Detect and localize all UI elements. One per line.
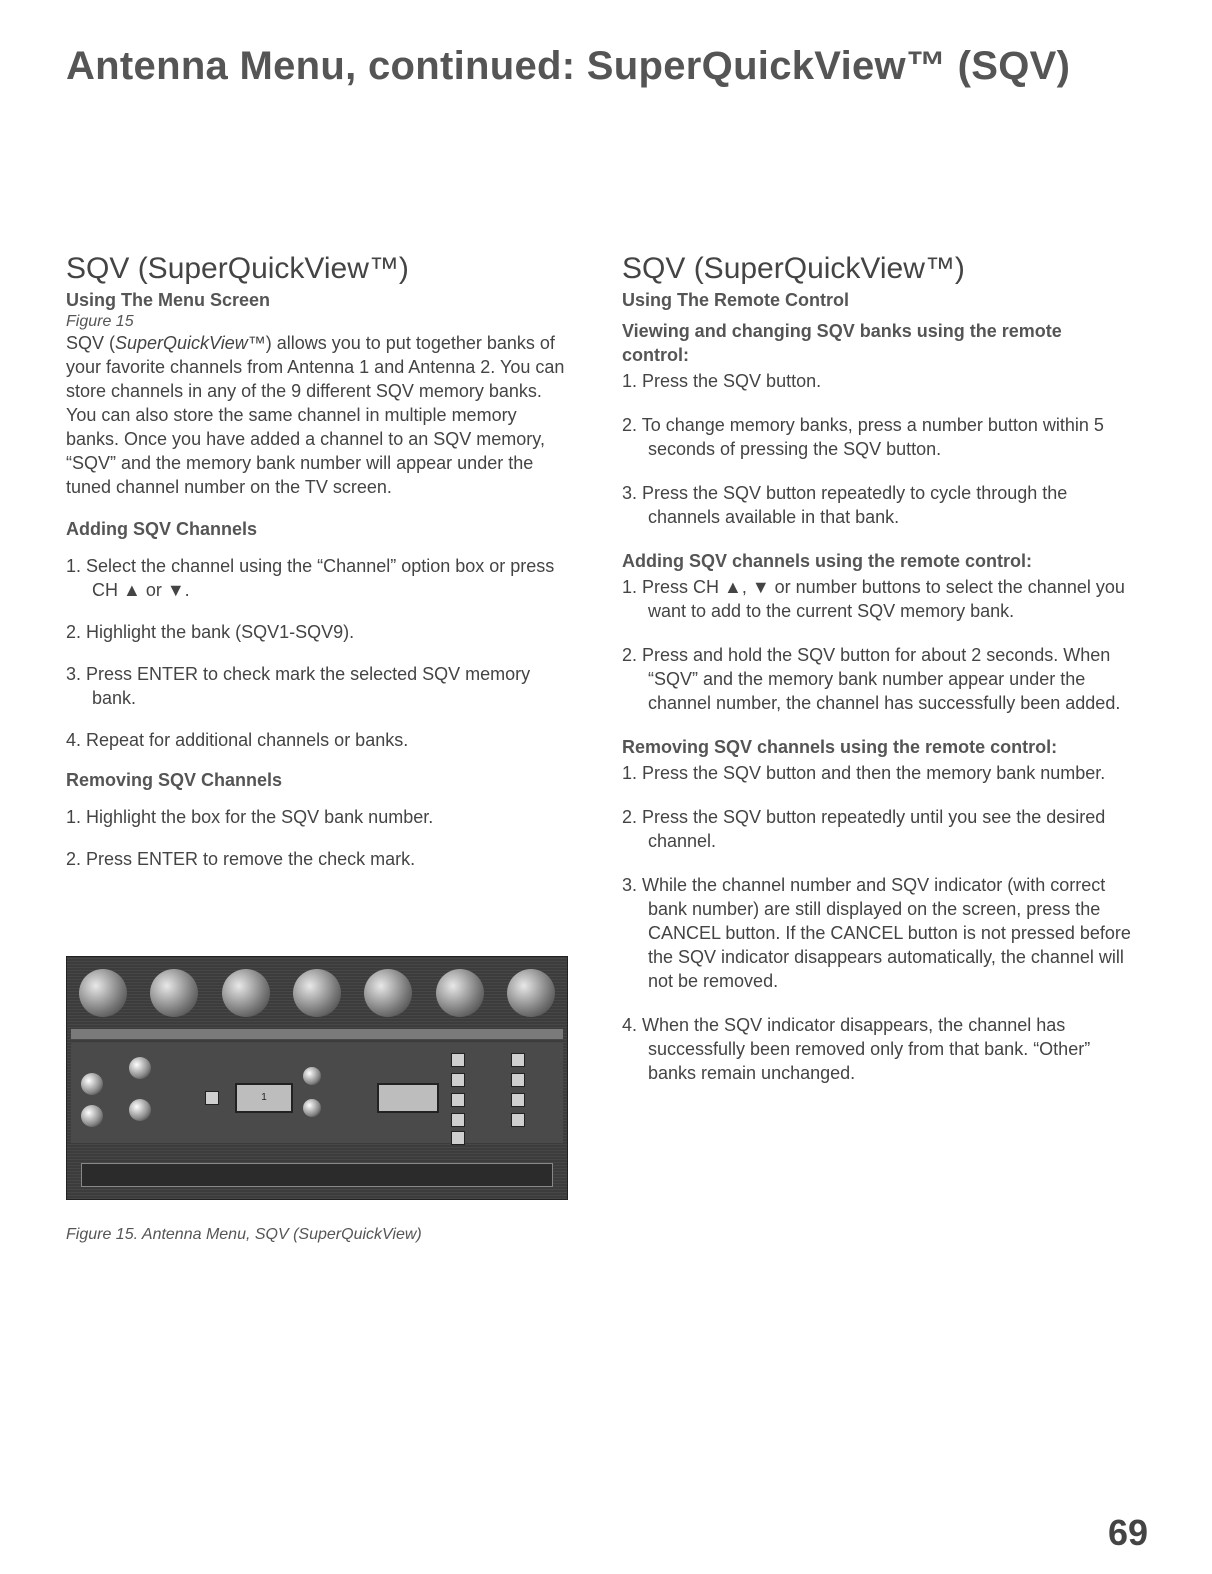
page-number: 69 bbox=[1108, 1512, 1149, 1553]
sqv-checkbox bbox=[451, 1113, 465, 1127]
sqv-checkbox bbox=[451, 1073, 465, 1087]
intro-prefix: SQV ( bbox=[66, 333, 116, 353]
channel-option-box bbox=[377, 1083, 439, 1113]
list-item: 4. When the SQV indicator disappears, the channel has successfully been removed only from that bank. “Other” banks remain unchanged. bbox=[622, 1015, 1091, 1083]
figure-reference: Figure 15 bbox=[66, 313, 134, 330]
page-title: Antenna Menu, continued: SuperQuickView™ (SQV) bbox=[66, 44, 1071, 88]
removing-steps-list bbox=[66, 805, 566, 871]
help-hint-bar bbox=[81, 1163, 553, 1187]
sqv-checkbox bbox=[511, 1073, 525, 1087]
right-column bbox=[622, 252, 1132, 1105]
removing-sqv-heading: Removing SQV Channels bbox=[66, 770, 283, 790]
adding-steps-list bbox=[66, 554, 566, 752]
list-item: 4. Repeat for additional channels or banks. bbox=[66, 730, 409, 750]
left-heading: SQV (SuperQuickView™) bbox=[66, 252, 409, 285]
audio-video-icon bbox=[150, 969, 198, 1017]
lock-icon bbox=[436, 969, 484, 1017]
intro-italic: SuperQuickView™ bbox=[115, 333, 266, 353]
antenna-icon bbox=[222, 969, 270, 1017]
list-item: 1. Press the SQV button and then the memory bank number. bbox=[622, 763, 1106, 783]
adding-sqv-heading: Adding SQV Channels bbox=[66, 519, 258, 539]
list-item: 2. Press and hold the SQV button for about 2 seconds. When “SQV” and the memory bank number appear under the channel number, the channel has successfully been added. bbox=[622, 645, 1121, 713]
list-item: 3. Press the SQV button repeatedly to cycle through the channels available in that bank. bbox=[622, 483, 1068, 527]
sqv-checkbox bbox=[451, 1093, 465, 1107]
viewing-steps-list bbox=[622, 369, 1132, 529]
setup-icon bbox=[79, 969, 127, 1017]
add-knob-icon bbox=[303, 1067, 321, 1085]
intro-paragraph bbox=[66, 331, 566, 499]
list-item: 1. Highlight the box for the SQV bank number. bbox=[66, 807, 434, 827]
list-item: 1. Press CH ▲, ▼ or number buttons to select the channel you want to add to the current SQV memory bank. bbox=[622, 577, 1125, 621]
inputs-icon bbox=[507, 969, 555, 1017]
sqv-checkbox bbox=[511, 1113, 525, 1127]
list-item: 1. Select the channel using the “Channel” option box or press CH ▲ or ▼. bbox=[66, 556, 555, 600]
removing-remote-steps-list bbox=[622, 761, 1132, 1085]
left-subheading: Using The Menu Screen bbox=[66, 290, 271, 310]
antenna-settings-panel bbox=[71, 1043, 563, 1143]
adding-remote-steps-list bbox=[622, 575, 1132, 715]
time-icon bbox=[293, 969, 341, 1017]
cable-option-knob-icon bbox=[129, 1099, 151, 1121]
sqv-checkbox bbox=[451, 1053, 465, 1067]
adding-remote-heading: Adding SQV channels using the remote control: bbox=[622, 551, 1033, 571]
right-subheading: Using The Remote Control bbox=[622, 290, 850, 310]
channel-knob-icon bbox=[303, 1099, 321, 1117]
left-column bbox=[66, 252, 566, 889]
list-item: 2. To change memory banks, press a number button within 5 seconds of pressing the SQV button. bbox=[622, 415, 1104, 459]
captions-icon bbox=[364, 969, 412, 1017]
figure-caption: Figure 15. Antenna Menu, SQV (SuperQuickView) bbox=[66, 1226, 422, 1243]
option-box bbox=[205, 1091, 219, 1105]
removing-remote-heading: Removing SQV channels using the remote control: bbox=[622, 737, 1058, 757]
list-item: 1. Press the SQV button. bbox=[622, 371, 822, 391]
radio-antenna2-icon bbox=[81, 1105, 103, 1127]
list-item: 3. While the channel number and SQV indicator (with correct bank number) are still displayed on the screen, press the CANCEL button. If the CANCEL button is not pressed before the SQV indicator disappears automatically, the channel will not be removed. bbox=[622, 875, 1131, 991]
list-item: 2. Press the SQV button repeatedly until you see the desired channel. bbox=[622, 807, 1106, 851]
menu-icon-bar bbox=[67, 957, 567, 1029]
ant-option-knob-icon bbox=[129, 1057, 151, 1079]
radio-antenna1-icon bbox=[81, 1073, 103, 1095]
intro-rest: ) allows you to put together banks of your favorite channels from Antenna 1 and Antenna 2. You can store channels in any of the 9 different SQV memory banks. You can also store the same channel in multiple memory banks. Once you have added a channel to an SQV memory, “SQV” and the memory bank number will appear under the tuned channel number on the TV screen. bbox=[66, 333, 565, 497]
list-item: 3. Press ENTER to check mark the selected SQV memory bank. bbox=[66, 664, 531, 708]
antenna-menu-screenshot bbox=[66, 956, 568, 1200]
viewing-banks-heading: Viewing and changing SQV banks using the remote control: bbox=[622, 321, 1062, 365]
channel-field: 1 bbox=[235, 1083, 293, 1113]
list-item: 2. Press ENTER to remove the check mark. bbox=[66, 849, 416, 869]
sqv-checkbox bbox=[451, 1131, 465, 1145]
list-item: 2. Highlight the bank (SQV1-SQV9). bbox=[66, 622, 355, 642]
menu-label-strip bbox=[71, 1029, 563, 1039]
right-heading: SQV (SuperQuickView™) bbox=[622, 252, 965, 285]
sqv-checkbox bbox=[511, 1053, 525, 1067]
sqv-checkbox bbox=[511, 1093, 525, 1107]
